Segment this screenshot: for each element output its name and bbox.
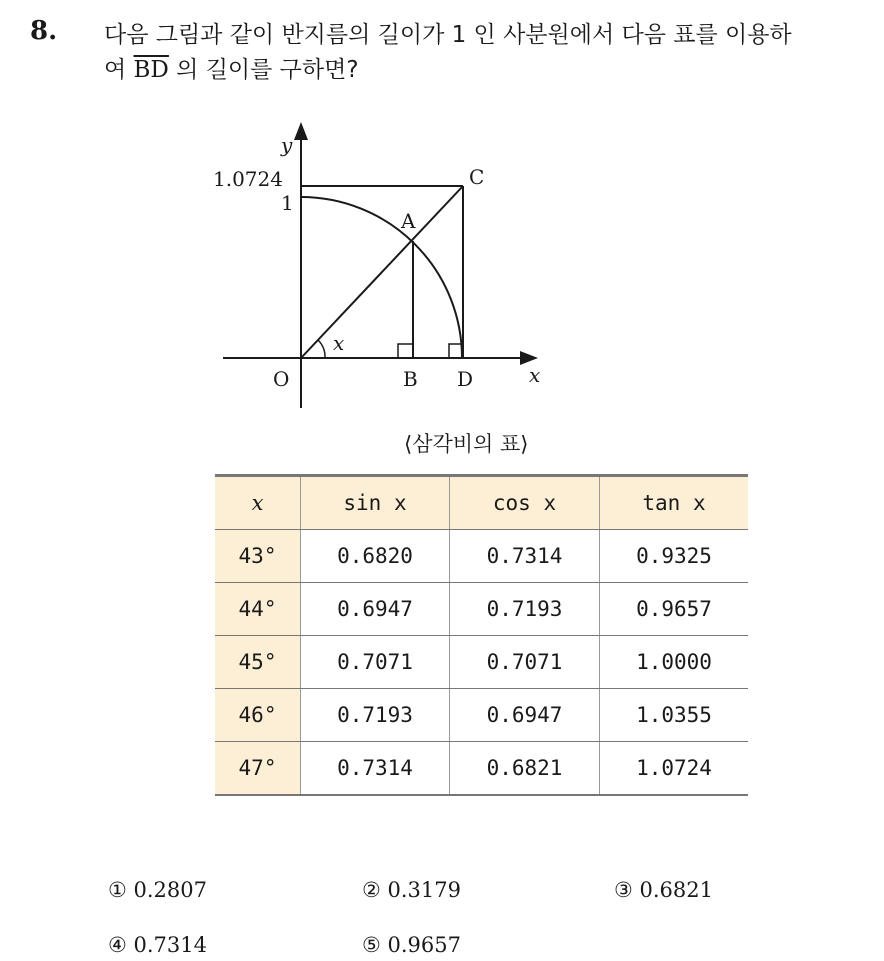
choice-1[interactable]	[108, 878, 207, 902]
angle-cell: 47°	[215, 742, 301, 796]
choice-mark: ⑤	[362, 933, 381, 957]
choice-mark: ①	[108, 878, 127, 902]
choice-4[interactable]	[108, 933, 207, 957]
sin-cell: 0.7314	[301, 742, 450, 796]
header-tan: tan x	[600, 476, 749, 530]
cos-cell: 0.6821	[450, 742, 600, 796]
tick-label-1-0724: 1.0724	[213, 167, 283, 191]
angle-cell: 44°	[215, 583, 301, 636]
choice-mark: ③	[614, 878, 633, 902]
angle-cell: 46°	[215, 689, 301, 742]
question-number: 8.	[30, 16, 58, 46]
table-row	[215, 689, 748, 742]
segment-bd-label: $\overline{BD}$	[133, 57, 169, 83]
choice-3[interactable]	[614, 878, 713, 902]
quarter-circle-arc	[301, 197, 462, 358]
choice-value: 0.9657	[387, 933, 461, 957]
cos-cell: 0.7314	[450, 530, 600, 583]
x-axis-label: x	[529, 363, 541, 387]
tan-cell: 1.0000	[600, 636, 749, 689]
sin-cell: 0.6820	[301, 530, 450, 583]
point-o-label: O	[273, 367, 290, 391]
tan-cell: 1.0724	[600, 742, 749, 796]
angle-arc	[318, 340, 325, 358]
choice-value: 0.3179	[387, 878, 461, 902]
quarter-circle-figure	[205, 118, 555, 418]
cos-cell: 0.6947	[450, 689, 600, 742]
question-text-line2	[104, 51, 359, 84]
angle-cell: 45°	[215, 636, 301, 689]
point-a-label: A	[401, 209, 416, 233]
point-d-label: D	[457, 367, 474, 391]
table-caption: ⟨삼각비의 표⟩	[404, 432, 529, 456]
angle-cell: 43°	[215, 530, 301, 583]
y-axis-label: y	[281, 133, 293, 157]
header-x: x	[215, 476, 301, 530]
y-axis-arrow-icon	[294, 122, 308, 140]
choice-2[interactable]	[362, 878, 461, 902]
choice-value: 0.7314	[133, 933, 207, 957]
table-header-row	[215, 476, 748, 530]
tan-cell: 0.9325	[600, 530, 749, 583]
right-angle-mark-b	[398, 344, 412, 358]
point-c-label: C	[469, 165, 485, 189]
sin-cell: 0.7193	[301, 689, 450, 742]
table-row	[215, 530, 748, 583]
cos-cell: 0.7193	[450, 583, 600, 636]
cos-cell: 0.7071	[450, 636, 600, 689]
sin-cell: 0.6947	[301, 583, 450, 636]
table-row	[215, 636, 748, 689]
header-sin: sin x	[301, 476, 450, 530]
tan-cell: 0.9657	[600, 583, 749, 636]
point-b-label: B	[403, 367, 418, 391]
tick-label-1: 1	[281, 191, 294, 215]
choice-value: 0.6821	[639, 878, 713, 902]
sin-cell: 0.7071	[301, 636, 450, 689]
question-text-prefix: 여	[104, 57, 134, 83]
table-row	[215, 742, 748, 796]
choice-value: 0.2807	[133, 878, 207, 902]
angle-x-label: x	[333, 331, 345, 355]
tan-cell: 1.0355	[600, 689, 749, 742]
segment-oc	[301, 186, 463, 358]
question-text-suffix: 의 길이를 구하면?	[168, 57, 359, 83]
header-cos: cos x	[450, 476, 600, 530]
choice-mark: ②	[362, 878, 381, 902]
question-text-line1: 다음 그림과 같이 반지름의 길이가 1 인 사분원에서 다음 표를 이용하	[104, 22, 792, 48]
choice-5[interactable]	[362, 933, 461, 957]
right-angle-mark-d	[449, 344, 462, 358]
table-row	[215, 583, 748, 636]
choice-mark: ④	[108, 933, 127, 957]
trig-ratio-table	[215, 474, 748, 796]
